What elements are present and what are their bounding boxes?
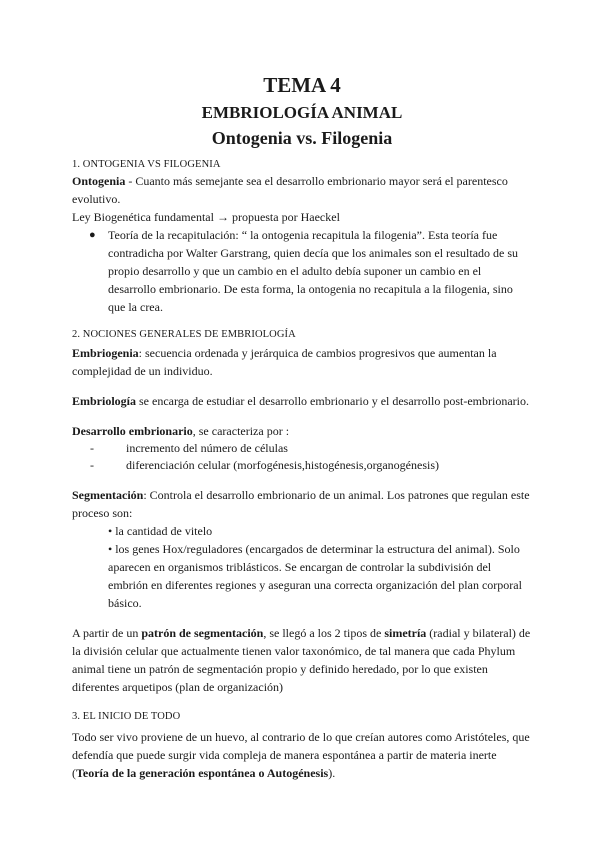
- embriogenia-definition: : secuencia ordenada y jerárquica de cambios progresivos que aumentan la complejidad de un individuo.: [72, 346, 497, 378]
- list-item: [90, 440, 532, 457]
- segmentacion-item-vitelo: • la cantidad de vitelo: [108, 524, 213, 538]
- dash-list: [72, 440, 532, 474]
- dash-item-text: diferenciación celular (morfogénesis,histogénesis,organogénesis): [126, 458, 440, 472]
- section-heading: 3. EL INICIO DE TODO: [72, 711, 181, 722]
- term-ontogenia: Ontogenia: [72, 174, 126, 188]
- term-autogenesis: Teoría de la generación espontánea o Autogénesis: [76, 766, 329, 780]
- bullet-list: [72, 226, 532, 316]
- list-item: [89, 226, 532, 316]
- section-1: [72, 158, 532, 316]
- doc-title: TEMA 4: [263, 73, 341, 97]
- doc-subtitle-2: Ontogenia vs. Filogenia: [211, 128, 393, 148]
- embriologia-definition: se encarga de estudiar el desarrollo embrionario y el desarrollo post-embrionario.: [136, 394, 529, 408]
- paragraph-ontogenia: [72, 172, 532, 208]
- inicio-text-post: ).: [328, 766, 336, 780]
- term-embriologia: Embriología: [72, 394, 137, 408]
- segmentacion-definition: : Controla el desarrollo embrionario de un animal. Los patrones que regulan este proceso son:: [72, 488, 530, 520]
- inicio-text-pre: Todo ser vivo proviene de un huevo, al contrario de lo que creían autores como Aristóteles, que defendía que puede surgir vida compleja de manera espontánea a partir de materia inerte (: [72, 730, 530, 780]
- term-desarrollo: Desarrollo embrionario: [72, 424, 193, 438]
- section-heading: 2. NOCIONES GENERALES DE EMBRIOLOGÍA: [72, 329, 296, 340]
- term-embriogenia: Embriogenia: [72, 346, 139, 360]
- paragraph-embriologia: [72, 392, 532, 410]
- document-page: [72, 72, 532, 782]
- patron-text-mid: , se llegó a los 2 tipos de: [263, 626, 385, 640]
- paragraph-ley: Ley Biogenética fundamental → propuesta por Haeckel: [72, 210, 340, 224]
- term-segmentacion: Segmentación: [72, 488, 144, 502]
- dash-icon: -: [90, 458, 94, 472]
- term-patron: patrón de segmentación: [141, 626, 264, 640]
- bullet-text: Teoría de la recapitulación: “ la ontogenia recapitula la filogenia”. Esta teoría fue contradicha por Walter Garstrang, quien decía que los animales son el resultado de su propio desarrollo y que un cambio en el adulto debía suponer un cambio en el desarrollo embrionario. De esta forma, la ontogenia no recapitula a la filogenia, sino que la crea.: [108, 228, 519, 314]
- section-heading: 1. ONTOGENIA VS FILOGENIA: [72, 159, 221, 170]
- paragraph-inicio: [72, 728, 532, 782]
- dash-icon: -: [90, 441, 94, 455]
- ontogenia-definition: - Cuanto más semejante sea el desarrollo embrionario mayor será el parentesco evolutivo.: [72, 174, 508, 206]
- paragraph-embriogenia: [72, 344, 532, 380]
- paragraph-segmentacion: [72, 486, 532, 522]
- doc-subtitle: EMBRIOLOGÍA ANIMAL: [201, 103, 403, 122]
- desarrollo-definition: , se caracteriza por :: [192, 424, 290, 438]
- segmentacion-item-hox: • los genes Hox/reguladores (encargados de determinar la estructura del animal). Solo aparecen en organismos triblásticos. Se encargan de controlar la subdivisión del embrión en diferentes regiones y aseguran una correcta organización del plan corporal básico.: [108, 542, 522, 610]
- section-2: [72, 328, 532, 696]
- dash-item-text: incremento del número de células: [126, 441, 288, 455]
- term-simetria: simetría: [384, 626, 427, 640]
- paragraph-desarrollo: [72, 422, 532, 440]
- section-3: [72, 710, 532, 782]
- bullet-icon: ●: [89, 229, 96, 241]
- patron-text-pre: A partir de un: [72, 626, 142, 640]
- paragraph-patron: [72, 624, 532, 696]
- list-item: [90, 457, 532, 474]
- patron-text-post: (radial y bilateral) de la división celular que actualmente tienen valor taxonómico, de tal manera que cada Phylum animal tiene un patrón de segmentación propio y definido heredado, por lo que existen diferentes arquetipos (plan de organización): [72, 626, 531, 694]
